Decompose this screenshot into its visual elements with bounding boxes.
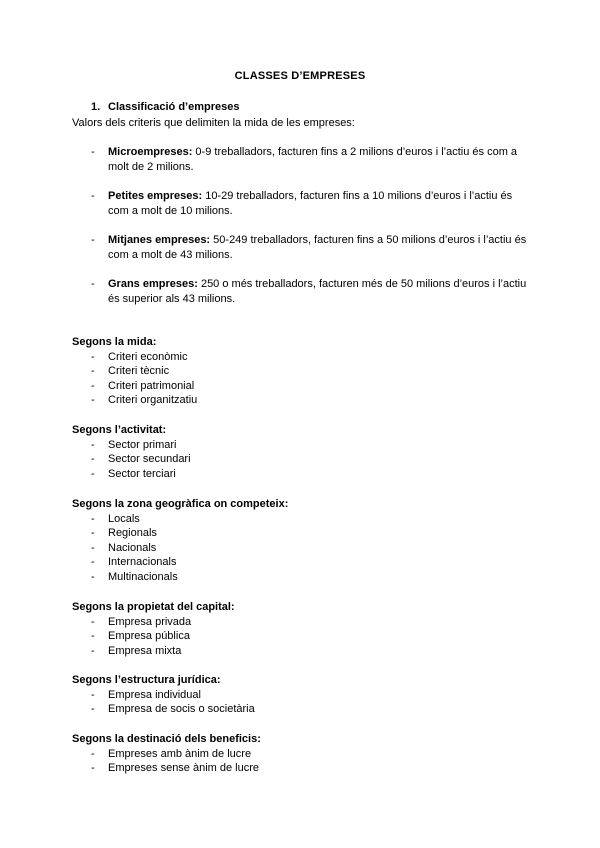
category-title: Segons la destinació dels beneficis:: [72, 733, 261, 745]
category-mida: [72, 335, 197, 408]
category-activitat: [72, 423, 191, 481]
criteria-text: 50-249 treballadors, facturen fins a 50 milions d’euros i l’actiu és com a molt de 43 milions.: [108, 234, 527, 261]
category-destinacio-beneficis: [72, 732, 261, 776]
criteria-text: 10-29 treballadors, facturen fins a 10 milions d’euros i l’actiu és com a molt de 10 milions.: [108, 190, 513, 217]
criteria-text: 0-9 treballadors, facturen fins a 2 milions d’euros i l’actiu és com a molt de 2 milions.: [108, 146, 518, 173]
category-title: Segons la mida:: [72, 336, 157, 348]
list-item: - Empreses sense ànim de lucre: [91, 762, 260, 774]
list-dash: -: [91, 278, 95, 290]
list-item: - Criteri patrimonial: [91, 379, 195, 392]
criteria-text: 250 o més treballadors, facturen més de 50 milions d’euros i l’actiu és superior als 43 milions.: [108, 278, 527, 305]
criteria-label: Microempreses:: [108, 146, 193, 158]
category-zona-geografica: [72, 497, 288, 584]
category-title: Segons la propietat del capital:: [72, 601, 235, 613]
section-number: 1.: [91, 101, 101, 113]
list-item: - Empreses amb ànim de lucre: [91, 747, 252, 760]
list-item: - Sector primari: [91, 438, 177, 451]
section-heading: [91, 101, 239, 113]
criteria-label: Grans empreses:: [108, 278, 198, 290]
criteria-label: Mitjanes empreses:: [108, 234, 211, 246]
list-item: - Criteri econòmic: [91, 350, 188, 363]
list-dash: -: [91, 146, 95, 158]
list-item: - Criteri organitzatiu: [91, 394, 198, 406]
list-item: - Empresa individual: [91, 688, 201, 701]
list-item: - Internacionals: [91, 556, 177, 568]
list-item: - Regionals: [91, 527, 157, 539]
list-dash: -: [91, 190, 95, 202]
list-item: - Multinacionals: [91, 570, 178, 583]
category-estructura-juridica: [72, 673, 255, 717]
list-item: - Empresa de socis o societària: [91, 703, 255, 715]
list-item: - Criteri tècnic: [91, 365, 170, 377]
list-item: - Empresa pública: [91, 630, 190, 642]
category-title: Segons l’estructura jurídica:: [72, 674, 221, 686]
category-propietat-capital: [72, 600, 235, 658]
category-title: Segons l’activitat:: [72, 424, 167, 436]
list-item: - Locals: [91, 512, 140, 525]
list-item: - Sector terciari: [91, 467, 176, 480]
intro-paragraph: Valors dels criteris que delimiten la mida de les empreses:: [72, 117, 355, 129]
category-title: Segons la zona geogràfica on competeix:: [72, 498, 289, 510]
list-item: - Nacionals: [91, 541, 157, 554]
list-item: - Sector secundari: [91, 453, 191, 465]
section-title: Classificació d’empreses: [108, 101, 240, 113]
list-item: - Empresa mixta: [91, 644, 182, 657]
document-title: CLASSES D’EMPRESES: [234, 70, 366, 82]
criteria-label: Petites empreses:: [108, 190, 203, 202]
list-dash: -: [91, 234, 95, 246]
list-item: - Empresa privada: [91, 615, 192, 628]
